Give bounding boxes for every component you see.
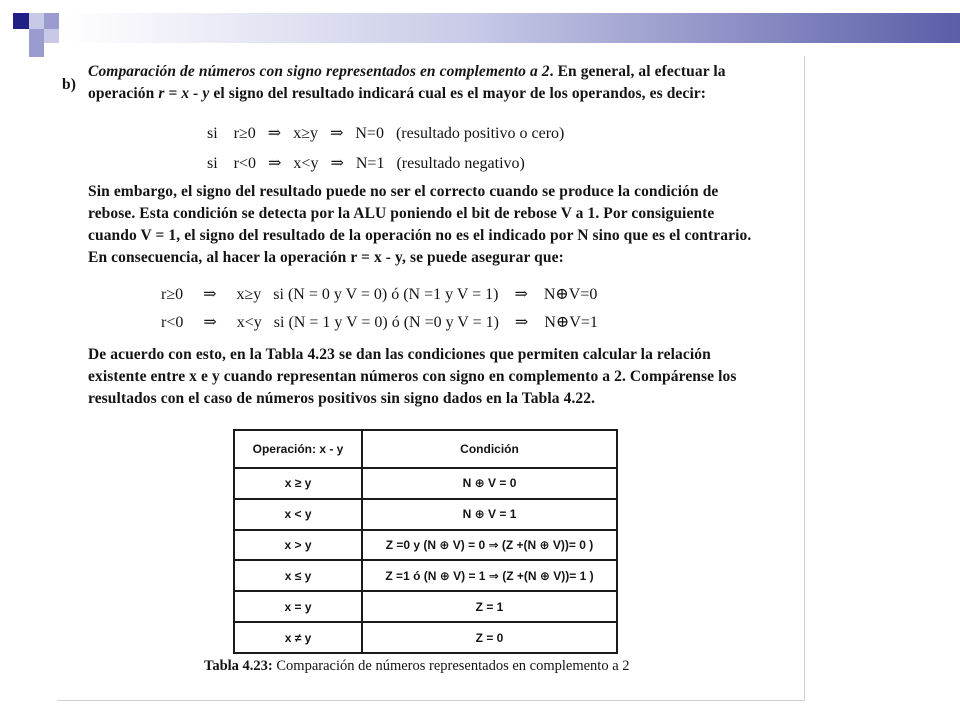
deco-square-mid-3 [29, 43, 44, 57]
section-heading-rest: . En general, al efectuar la [549, 63, 726, 80]
heading-line2-pre: operación [88, 85, 159, 102]
table-cell-condition: N ⊕ V = 0 [362, 468, 617, 499]
table-row [234, 622, 617, 653]
section-heading-italic: Comparación de números con signo representados en complemento a 2 [88, 63, 550, 80]
paragraph2-line-2: rebose. Esta condición se detecta por la ALU poniendo el bit de rebose V a 1. Por consiguiente [88, 205, 715, 222]
paragraph2-line-1: Sin embargo, el signo del resultado puede no ser el correcto cuando se produce la condición de [88, 183, 719, 200]
table-cell-condition: N ⊕ V = 1 [362, 499, 617, 530]
table-header-row [234, 430, 617, 468]
document-page [57, 56, 805, 701]
table-cell-condition: Z =1 ó (N ⊕ V) = 1 ⇒ (Z +(N ⊕ V))= 1 ) [362, 560, 617, 591]
rule1-positive: si r≥0 ⇒ x≥y ⇒ N=0 (resultado positivo o cero) [207, 125, 565, 142]
heading-line2-expr: r = x - y [158, 85, 210, 102]
table-cell-operation: x ≥ y [234, 468, 362, 499]
table-cell-operation: x < y [234, 499, 362, 530]
section-heading-line-2 [88, 85, 706, 103]
table-row [234, 591, 617, 622]
deco-square-dark [13, 13, 29, 29]
table-caption-label: Tabla 4.23: [204, 658, 273, 674]
table-row [234, 499, 617, 530]
section-marker: b) [62, 76, 76, 93]
table-caption-text: Comparación de números representados en complemento a 2 [272, 658, 630, 674]
table-cell-operation: x = y [234, 591, 362, 622]
paragraph3-line-1: De acuerdo con esto, en la Tabla 4.23 se dan las condiciones que permiten calcular la relación [88, 346, 711, 363]
table-row [234, 468, 617, 499]
paragraph3-line-3: resultados con el caso de números positivos sin signo dados en la Tabla 4.22. [88, 390, 596, 407]
table-cell-operation: x > y [234, 530, 362, 561]
table-cell-operation: x ≤ y [234, 560, 362, 591]
table-row [234, 560, 617, 591]
rule2-positive: r≥0 ⇒ x≥y si (N = 0 y V = 0) ó (N =1 y V = 1) ⇒ N⊕V=0 [161, 286, 598, 303]
rule2-negative: r<0 ⇒ x<y si (N = 1 y V = 0) ó (N =0 y V = 1) ⇒ N⊕V=1 [161, 314, 598, 331]
paragraph2-line-3: cuando V = 1, el signo del resultado de la operación no es el indicado por N sino que es el contrario. [88, 227, 752, 244]
table-cell-condition: Z = 1 [362, 591, 617, 622]
table-cell-operation: x ≠ y [234, 622, 362, 653]
deco-square-mid-2 [29, 29, 44, 43]
table-caption [204, 658, 630, 675]
section-heading-line-1 [88, 63, 726, 81]
rule1-negative: si r<0 ⇒ x<y ⇒ N=1 (resultado negativo) [207, 155, 525, 172]
table-header-operation: Operación: x - y [234, 430, 362, 468]
heading-line2-post: el signo del resultado indicará cual es el mayor de los operandos, es decir: [209, 85, 707, 102]
table-cell-condition: Z =0 y (N ⊕ V) = 0 ⇒ (Z +(N ⊕ V))= 0 ) [362, 530, 617, 561]
deco-square-mid [44, 13, 59, 29]
deco-square-light [29, 13, 44, 29]
comparison-table [233, 429, 618, 654]
table-header-condition: Condición [362, 430, 617, 468]
paragraph2-line-4: En consecuencia, al hacer la operación r = x - y, se puede asegurar que: [88, 249, 564, 266]
top-gradient-bar [66, 13, 960, 43]
deco-square-light-2 [44, 29, 59, 43]
paragraph3-line-2: existente entre x e y cuando representan números con signo en complemento a 2. Compárense los [88, 368, 737, 385]
table-cell-condition: Z = 0 [362, 622, 617, 653]
table-row [234, 530, 617, 561]
